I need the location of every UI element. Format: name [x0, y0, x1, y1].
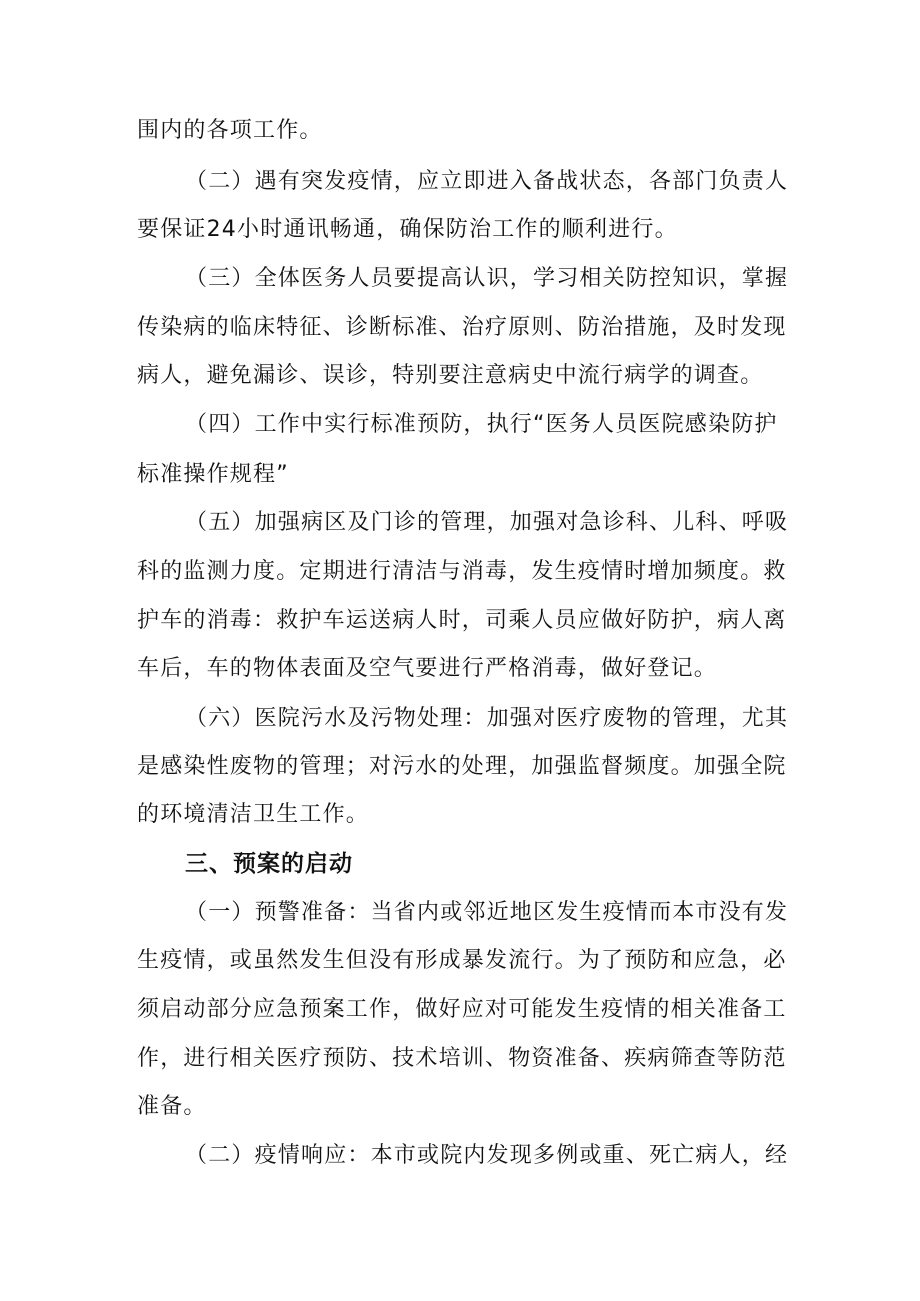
paragraph-line: 是感染性废物的管理；对污水的处理，加强监督频度。加强全院: [137, 754, 787, 779]
paragraph-line: （一）预警准备：当省内或邻近地区发生疫情而本市没有发: [185, 900, 789, 925]
paragraph-line: 科的监测力度。定期进行清洁与消毒，发生疫情时增加频度。救: [137, 559, 787, 584]
paragraph-line: 准备。: [137, 1094, 207, 1119]
paragraph-line: （三）全体医务人员要提高认识，学习相关防控知识，掌握: [185, 266, 789, 291]
paragraph-line: 围内的各项工作。: [137, 118, 323, 143]
paragraph-line: （六）医院污水及污物处理：加强对医疗废物的管理，尤其: [185, 706, 789, 731]
paragraph-line: 病人，避免漏诊、误诊，特别要注意病史中流行病学的调查。: [137, 363, 764, 388]
paragraph-line: （二）遇有突发疫情，应立即进入备战状态，各部门负责人: [185, 169, 789, 194]
paragraph-line: （二）疫情响应：本市或院内发现多例或重、死亡病人，经: [185, 1143, 789, 1168]
paragraph-line: （四）工作中实行标准预防，执行“医务人员医院感染防护: [185, 412, 778, 437]
paragraph-line: 的环境清洁卫生工作。: [137, 802, 370, 827]
section-heading: 三、预案的启动: [185, 851, 353, 877]
paragraph-line: 标准操作规程”: [137, 462, 289, 487]
paragraph-line: 要保证24小时通讯畅通，确保防治工作的顺利进行。: [137, 217, 678, 242]
paragraph-line: 护车的消毒：救护车运送病人时，司乘人员应做好防护，病人离: [137, 608, 787, 633]
paragraph-line: 传染病的临床特征、诊断标准、治疗原则、防治措施，及时发现: [137, 315, 787, 340]
paragraph-line: 生疫情，或虽然发生但没有形成暴发流行。为了预防和应急，必: [137, 948, 787, 973]
paragraph-line: 作，进行相关医疗预防、技术培训、物资准备、疾病筛查等防范: [137, 1046, 787, 1071]
paragraph-line: 车后，车的物体表面及空气要进行严格消毒，做好登记。: [137, 656, 718, 681]
paragraph-line: 须启动部分应急预案工作，做好应对可能发生疫情的相关准备工: [137, 997, 787, 1022]
paragraph-line: （五）加强病区及门诊的管理，加强对急诊科、儿科、呼吸: [185, 510, 789, 535]
